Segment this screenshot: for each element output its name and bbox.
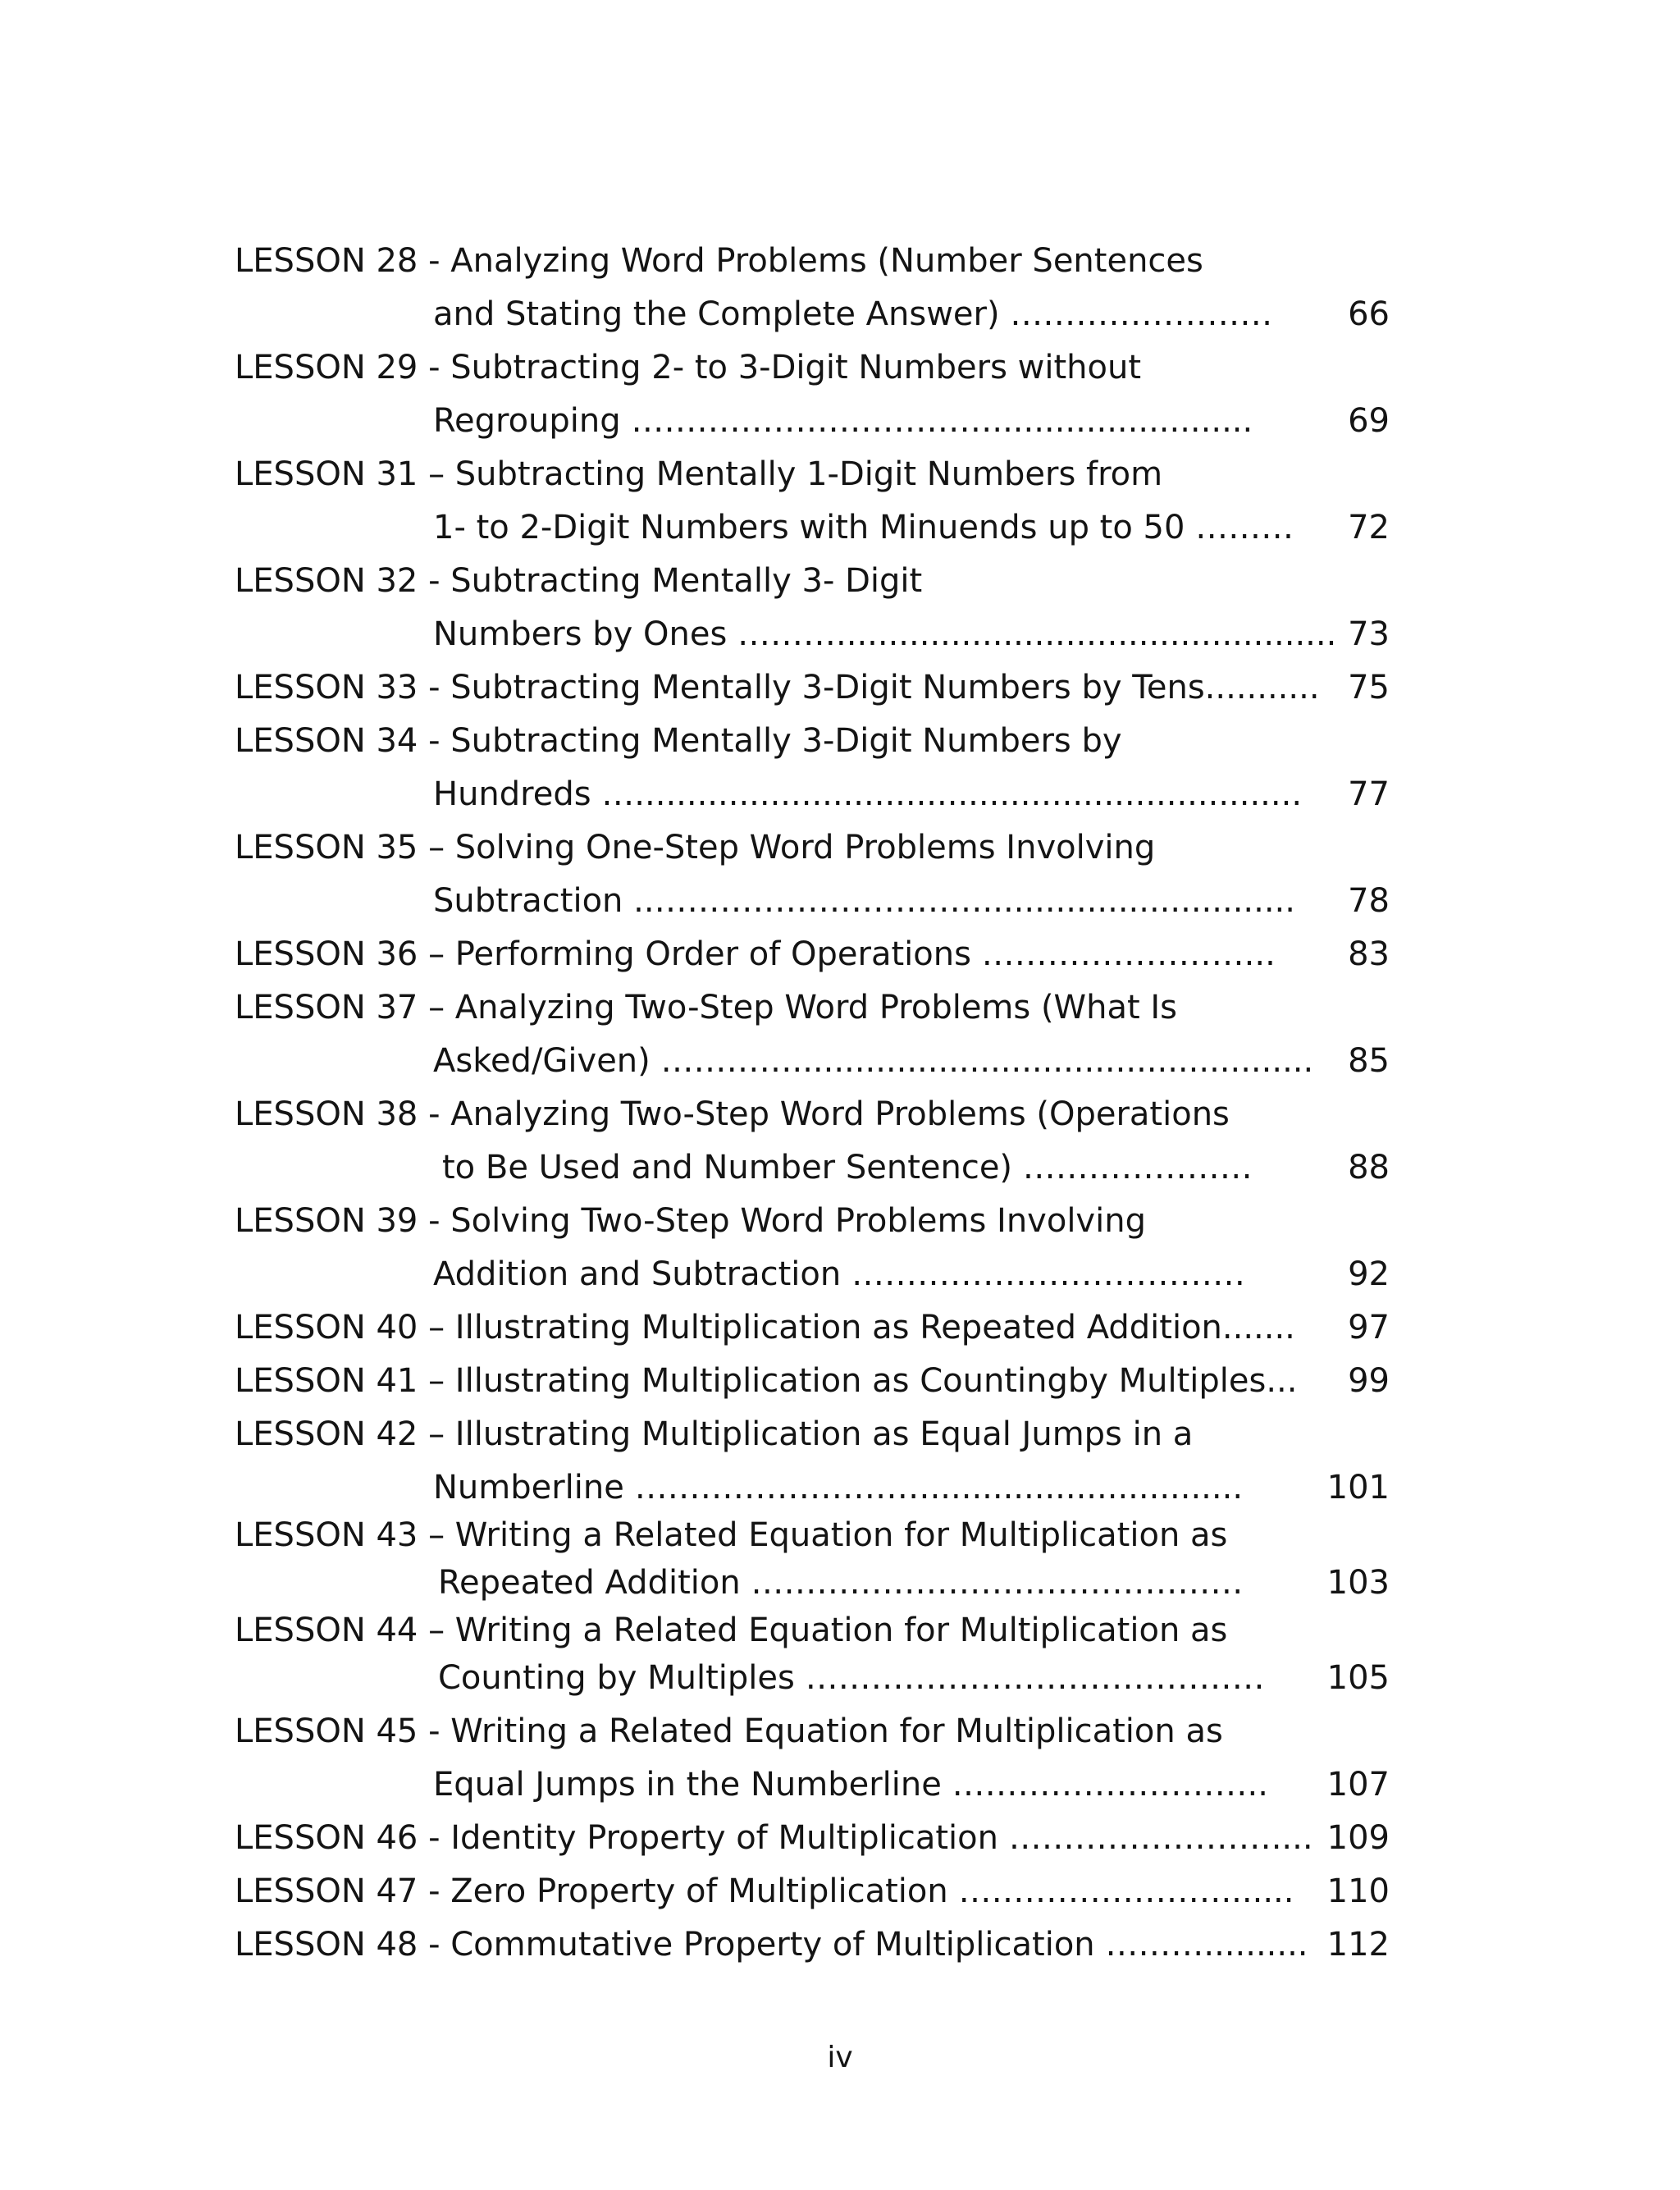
toc-entry-title: Regrouping ……………………………......................... xyxy=(433,402,1253,440)
toc-entry-title: Hundreds …................................................................ xyxy=(433,775,1303,813)
toc-entry-lesson-47 xyxy=(235,1865,1391,1918)
toc-page-number: 101 xyxy=(1326,1469,1390,1506)
toc-entry-lesson-31 xyxy=(235,448,1391,501)
toc-entry-continuation xyxy=(235,288,1391,341)
toc-entry-title: LESSON 37 – Analyzing Two-Step Word Problems (What Is xyxy=(235,989,1178,1026)
toc-entry-title: LESSON 35 – Solving One-Step Word Problems Involving xyxy=(235,829,1156,866)
toc-page-number: 110 xyxy=(1326,1872,1390,1910)
toc-entry-title: Numberline ……………………….............................. xyxy=(433,1469,1244,1506)
toc-entry-title: LESSON 32 - Subtracting Mentally 3- Digit xyxy=(235,562,923,600)
toc-page-number: 105 xyxy=(1326,1659,1390,1697)
toc-entry-lesson-40 xyxy=(235,1301,1391,1355)
toc-entry-continuation xyxy=(235,395,1391,448)
toc-page-number: 69 xyxy=(1348,402,1390,440)
toc-page-number: 83 xyxy=(1348,935,1390,973)
toc-page-number: 73 xyxy=(1348,615,1390,653)
toc-page-number: 85 xyxy=(1348,1042,1390,1080)
toc-entry-lesson-39 xyxy=(235,1195,1391,1248)
toc-page-number: 78 xyxy=(1348,882,1390,920)
toc-page-number: 75 xyxy=(1348,669,1390,706)
toc-entry-lesson-46 xyxy=(235,1812,1391,1865)
toc-entry-lesson-37 xyxy=(235,981,1391,1035)
toc-page-number: 77 xyxy=(1348,775,1390,813)
toc-entry-title: Equal Jumps in the Numberline ……………………….. xyxy=(433,1766,1268,1804)
toc-entry-lesson-45 xyxy=(235,1705,1391,1758)
toc-entry-title: LESSON 31 – Subtracting Mentally 1-Digit Numbers from xyxy=(235,455,1163,493)
toc-entry-title: LESSON 48 - Commutative Property of Multiplication ……….......... xyxy=(235,1926,1308,1964)
toc-entry-title: LESSON 46 - Identity Property of Multiplication …………………….... xyxy=(235,1819,1313,1857)
toc-page-number: 109 xyxy=(1326,1819,1390,1857)
toc-entry-title: Repeated Addition ……………………………………… xyxy=(438,1564,1244,1602)
toc-entry-lesson-48 xyxy=(235,1918,1391,1972)
toc-entry-continuation xyxy=(235,1035,1391,1088)
toc-entry-continuation xyxy=(235,768,1391,821)
toc-entry-continuation xyxy=(235,1141,1391,1195)
toc-entry-lesson-36 xyxy=(235,928,1391,981)
toc-entry-title: LESSON 47 - Zero Property of Multiplication ……………………....... xyxy=(235,1872,1294,1910)
toc-entry-title: LESSON 34 - Subtracting Mentally 3-Digit Numbers by xyxy=(235,722,1122,760)
toc-page-number: 97 xyxy=(1348,1309,1390,1346)
toc-entry-continuation xyxy=(235,1557,1391,1610)
toc-entry-title: LESSON 28 - Analyzing Word Problems (Number Sentences xyxy=(235,242,1203,280)
toc-entry-lesson-32 xyxy=(235,555,1391,608)
toc-entry-title: LESSON 40 – Illustrating Multiplication as Repeated Addition....... xyxy=(235,1309,1295,1346)
toc-page-number: 103 xyxy=(1326,1564,1390,1602)
toc-entry-title: LESSON 36 – Performing Order of Operations ……………………... xyxy=(235,935,1276,973)
toc-entry-lesson-38 xyxy=(235,1088,1391,1141)
toc-entry-lesson-35 xyxy=(235,821,1391,875)
toc-page-number: 66 xyxy=(1348,295,1390,333)
toc-page-number: 107 xyxy=(1326,1766,1390,1804)
toc-entry-title: LESSON 43 – Writing a Related Equation for Multiplication as xyxy=(235,1516,1228,1554)
toc-entry-title: Numbers by Ones ………................................................ xyxy=(433,615,1337,653)
toc-entry-continuation xyxy=(235,1652,1391,1705)
toc-entry-continuation xyxy=(235,1461,1391,1515)
toc-entry-continuation xyxy=(235,608,1391,661)
toc-entry-title: LESSON 39 - Solving Two-Step Word Problems Involving xyxy=(235,1202,1146,1240)
toc-entry-continuation xyxy=(235,875,1391,928)
toc-entry-title: 1- to 2-Digit Numbers with Minuends up to 50 ……… xyxy=(433,509,1294,546)
toc-page-number: 99 xyxy=(1348,1362,1390,1400)
toc-entry-title: LESSON 41 – Illustrating Multiplication as Countingby Multiples... xyxy=(235,1362,1298,1400)
toc-entry-title: LESSON 45 - Writing a Related Equation for Multiplication as xyxy=(235,1712,1223,1750)
toc-entry-title: LESSON 38 - Analyzing Two-Step Word Problems (Operations xyxy=(235,1095,1230,1133)
toc-page-number: 112 xyxy=(1326,1926,1390,1964)
toc-entry-title: LESSON 29 - Subtracting 2- to 3-Digit Numbers without xyxy=(235,349,1142,386)
toc-page-number: 72 xyxy=(1348,509,1390,546)
toc-entry-title: Counting by Multiples …………………………………… xyxy=(438,1659,1265,1697)
toc-entry-continuation xyxy=(235,501,1391,555)
toc-entry-title: Asked/Given) ………….................................................. xyxy=(433,1042,1314,1080)
table-of-contents xyxy=(235,235,1391,1972)
toc-entry-lesson-42 xyxy=(235,1408,1391,1461)
toc-entry-title: LESSON 33 - Subtracting Mentally 3-Digit Numbers by Tens........... xyxy=(235,669,1320,706)
toc-entry-lesson-41 xyxy=(235,1355,1391,1408)
toc-entry-lesson-34 xyxy=(235,715,1391,768)
toc-entry-lesson-44 xyxy=(235,1610,1391,1652)
toc-entry-title: and Stating the Complete Answer) …………………… xyxy=(433,295,1273,333)
toc-entry-title: LESSON 44 – Writing a Related Equation for Multiplication as xyxy=(235,1612,1228,1649)
toc-page-number: 92 xyxy=(1348,1255,1390,1293)
toc-entry-lesson-33 xyxy=(235,661,1391,715)
page-footer-number: iv xyxy=(827,2041,853,2074)
toc-page-number: 88 xyxy=(1348,1149,1390,1186)
toc-entry-title: Addition and Subtraction ……………………………… xyxy=(433,1255,1245,1293)
toc-entry-title: LESSON 42 – Illustrating Multiplication as Equal Jumps in a xyxy=(235,1415,1194,1453)
toc-entry-lesson-29 xyxy=(235,341,1391,395)
toc-entry-title: Subtraction ..………………………….............................. xyxy=(433,882,1295,920)
toc-entry-lesson-28 xyxy=(235,235,1391,288)
toc-entry-title: to Be Used and Number Sentence) ………………… xyxy=(442,1149,1253,1186)
toc-entry-continuation xyxy=(235,1758,1391,1812)
toc-entry-lesson-43 xyxy=(235,1515,1391,1557)
toc-entry-continuation xyxy=(235,1248,1391,1301)
